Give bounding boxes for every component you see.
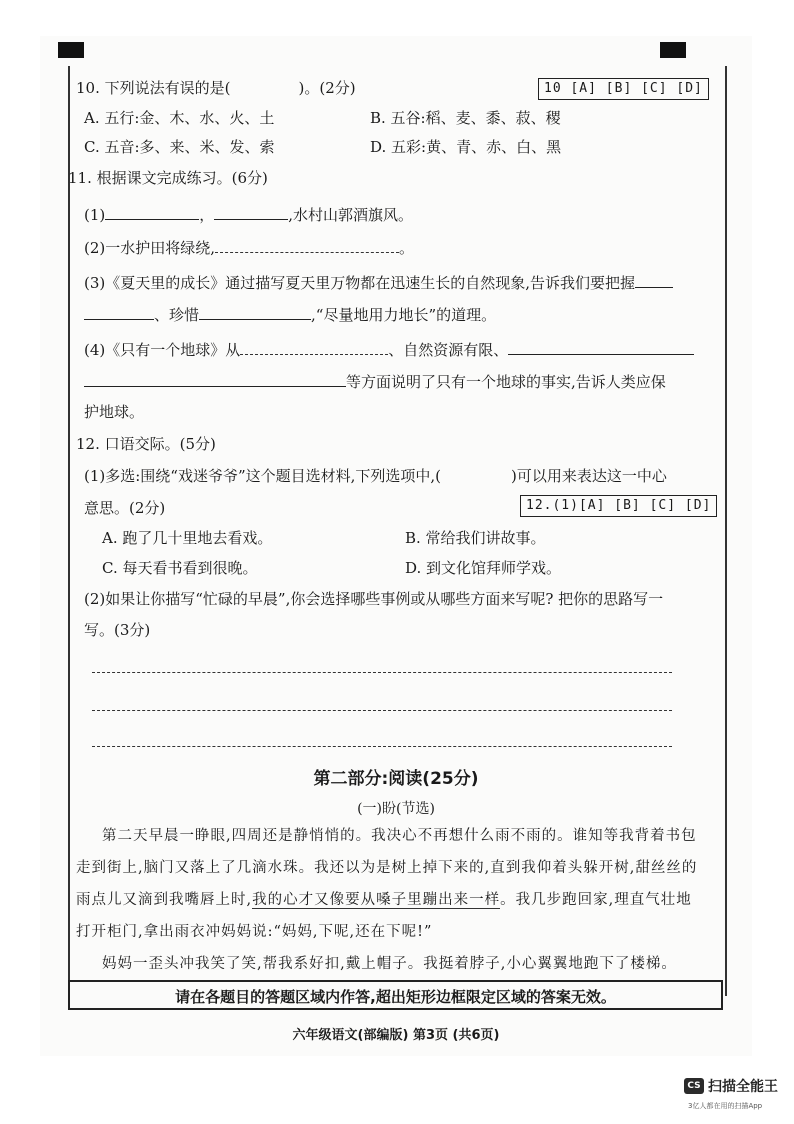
underlined-sentence: 我的心才又像要从嗓子里蹦出来一样 xyxy=(252,892,501,908)
scanner-tagline: 3亿人都在用的扫描App xyxy=(688,1102,763,1110)
reading-title: (一)盼(节选) xyxy=(357,801,435,817)
registration-mark-left xyxy=(58,42,84,58)
reading-para2: 妈妈一歪头冲我笑了笑,帮我系好扣,戴上帽子。我挺着脖子,小心翼翼地跑下了楼梯。 xyxy=(102,956,677,972)
q12-part1-line2: 意思。(2分) xyxy=(84,499,166,517)
q11-blank-4c[interactable] xyxy=(84,371,346,387)
q12-part1-line1: (1)多选:围绕“戏迷爷爷”这个题目选材料,下列选项中,( )可以用来表达这一中心 xyxy=(84,467,667,485)
part2-heading: 第二部分:阅读(25分) xyxy=(313,769,479,789)
scanner-logo-icon: CS xyxy=(684,1078,704,1094)
q11-stem: 11. 根据课文完成练习。(6分) xyxy=(68,169,268,187)
q10-answer-box[interactable]: 10 [A] [B] [C] [D] xyxy=(538,78,709,100)
q12-part2-line2: 写。(3分) xyxy=(84,621,151,639)
q11-part3-line1: (3)《夏天里的成长》通过描写夏天里万物都在迅速生长的自然现象,告诉我们要把握 xyxy=(84,272,673,293)
q10-option-d: D. 五彩:黄、青、赤、白、黑 xyxy=(370,138,562,156)
q11-blank-3b[interactable] xyxy=(84,304,154,320)
writing-line-3[interactable] xyxy=(92,746,672,747)
q11-blank-3a[interactable] xyxy=(635,272,673,288)
registration-mark-right xyxy=(660,42,686,58)
page-footer: 六年级语文(部编版) 第3页 (共6页) xyxy=(292,1028,500,1043)
q11-part2: (2)一水护田将绿绕, 。 xyxy=(84,239,415,257)
reading-para1-line1: 第二天早晨一睁眼,四周还是静悄悄的。我决心不再想什么雨不雨的。谁知等我背着书包 xyxy=(102,828,697,844)
q10-option-b: B. 五谷:稻、麦、黍、菽、稷 xyxy=(370,109,561,127)
q11-part4-line1: (4)《只有一个地球》从 、自然资源有限、 xyxy=(84,339,694,360)
q11-part4-line2: 等方面说明了只有一个地球的事实,告诉人类应保 xyxy=(84,371,666,392)
exam-page xyxy=(40,36,752,1056)
q12-option-a: A. 跑了几十里地去看戏。 xyxy=(102,529,273,547)
q11-part4-line3: 护地球。 xyxy=(84,403,145,421)
q11-blank-4a[interactable] xyxy=(240,339,388,355)
q12-answer-box[interactable]: 12.(1)[A] [B] [C] [D] xyxy=(520,495,717,517)
q11-blank-1a[interactable] xyxy=(105,204,199,220)
writing-line-2[interactable] xyxy=(92,710,672,711)
q12-option-c: C. 每天看书看到很晚。 xyxy=(102,559,258,577)
writing-line-1[interactable] xyxy=(92,672,672,673)
reading-para1-line2: 走到街上,脑门又落上了几滴水珠。我还以为是树上掉下来的,直到我仰着头躲开树,甜丝丝的 xyxy=(76,860,698,876)
q12-part2-line1: (2)如果让你描写“忙碌的早晨”,你会选择哪些事例或从哪些方面来写呢? 把你的思路写一 xyxy=(84,590,664,608)
q11-blank-3c[interactable] xyxy=(199,304,311,320)
answer-area-notice: 请在各题目的答题区域内作答,超出矩形边框限定区域的答案无效。 xyxy=(68,980,723,1010)
q11-blank-1b[interactable] xyxy=(214,204,288,220)
q10-option-a: A. 五行:金、木、水、火、土 xyxy=(84,109,275,127)
q10-stem: 10. 下列说法有误的是( )。(2分) xyxy=(76,79,356,97)
reading-para1-line3: 雨点儿又滴到我嘴唇上时,我的心才又像要从嗓子里蹦出来一样。我几步跑回家,理直气壮地 xyxy=(76,892,692,908)
q11-blank-2[interactable] xyxy=(215,237,399,253)
q11-blank-4b[interactable] xyxy=(508,339,694,355)
q11-part1: (1) ， ,水村山郭酒旗风。 xyxy=(84,206,414,224)
q12-stem: 12. 口语交际。(5分) xyxy=(76,435,216,453)
q12-option-b: B. 常给我们讲故事。 xyxy=(405,529,546,547)
reading-para1-line4: 打开柜门,拿出雨衣冲妈妈说:“妈妈,下呢,还在下呢!” xyxy=(76,924,433,940)
q12-option-d: D. 到文化馆拜师学戏。 xyxy=(405,559,562,577)
q10-option-c: C. 五音:多、来、米、发、索 xyxy=(84,138,275,156)
scanner-brand: 扫描全能王 xyxy=(708,1079,778,1095)
q11-part3-line2: 、珍惜 ,“尽量地用力地长”的道理。 xyxy=(84,304,496,325)
